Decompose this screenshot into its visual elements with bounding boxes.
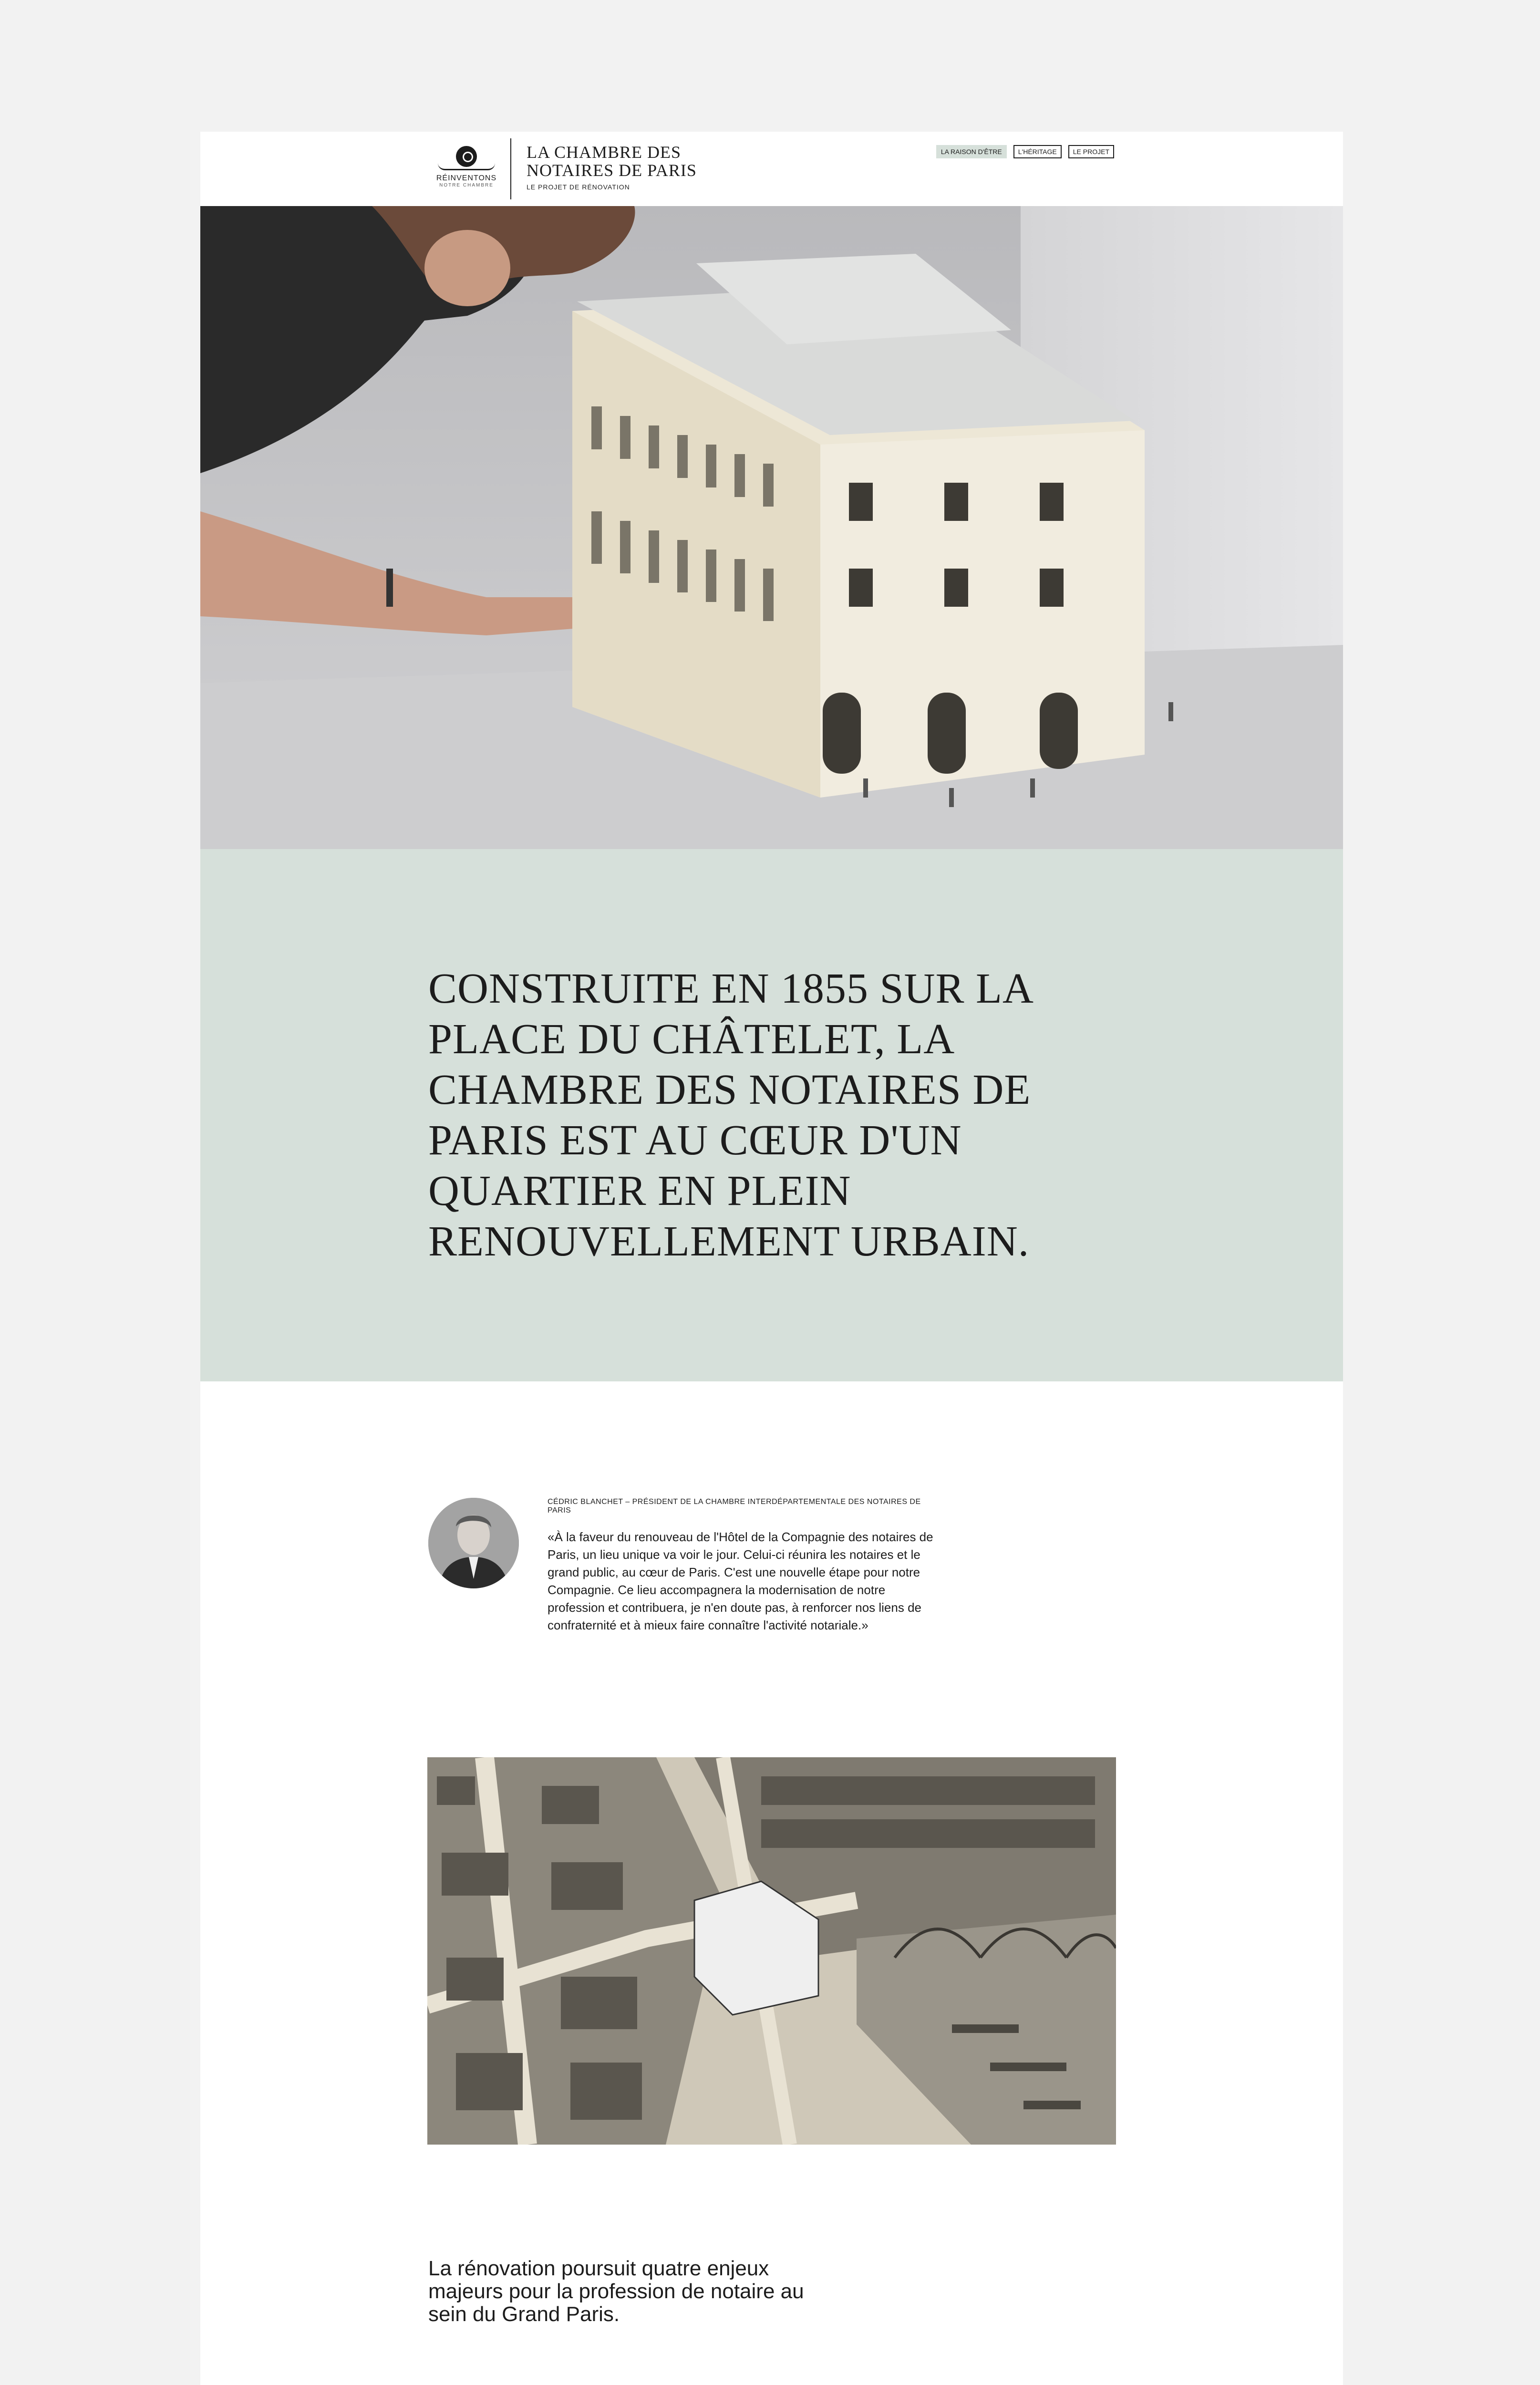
page: [200, 132, 1343, 2385]
map-engraving-illustration: [427, 1757, 1116, 2145]
header-divider: [510, 138, 511, 199]
portrait-illustration: [428, 1498, 519, 1588]
nav-raison-d-etre[interactable]: LA RAISON D'ÊTRE: [936, 145, 1007, 158]
logo-text: RÉINVENTONS: [436, 174, 497, 182]
site-subtitle: LE PROJET DE RÉNOVATION: [527, 183, 630, 191]
main-nav: [936, 145, 1114, 158]
hero-image: [200, 206, 1343, 849]
site-header: [200, 132, 1343, 206]
intro-band: [200, 849, 1343, 1381]
historical-map-image: [427, 1757, 1116, 2145]
hero-model-illustration: [200, 206, 1343, 849]
nav-projet[interactable]: LE PROJET: [1068, 145, 1114, 158]
logo-subtext: NOTRE CHAMBRE: [439, 183, 494, 188]
intro-heading: CONSTRUITE EN 1855 SUR LA PLACE DU CHÂTELET, LA CHAMBRE DES NOTAIRES DE PARIS EST AU CŒUR D'UN QUARTIER EN PLEIN RENOUVELLEMENT URBAIN.: [428, 965, 1032, 1265]
site-title-line-2: NOTAIRES DE PARIS: [527, 161, 697, 180]
nav-heritage[interactable]: L'HÉRITAGE: [1013, 145, 1062, 158]
enjeux-intro: La rénovation poursuit quatre enjeux majeurs pour la profession de notaire au sein du Grand Paris.: [428, 2257, 804, 2326]
site-title-line-1: LA CHAMBRE DES: [527, 143, 682, 162]
logo-icon: [456, 146, 477, 167]
site-title[interactable]: [527, 143, 697, 179]
logo[interactable]: [433, 146, 500, 192]
quote-text: «À la faveur du renouveau de l'Hôtel de la Compagnie des notaires de Paris, un lieu unique va voir le jour. Celui-ci réunira les notaires et le grand public, au cœur de Paris. C'est une nouvelle étape pour notre Compagnie. Ce lieu accompagnera la modernisation de notre profession et contribuera, je n'en doute pas, à renforcer nos liens de confraternité et à mieux faire connaître l'activité notariale.»: [548, 1530, 933, 1632]
avatar: [428, 1498, 519, 1588]
quote-author: CÉDRIC BLANCHET – PRÉSIDENT DE LA CHAMBRE INTERDÉPARTEMENTALE DES NOTAIRES DE PARIS: [548, 1498, 921, 1514]
